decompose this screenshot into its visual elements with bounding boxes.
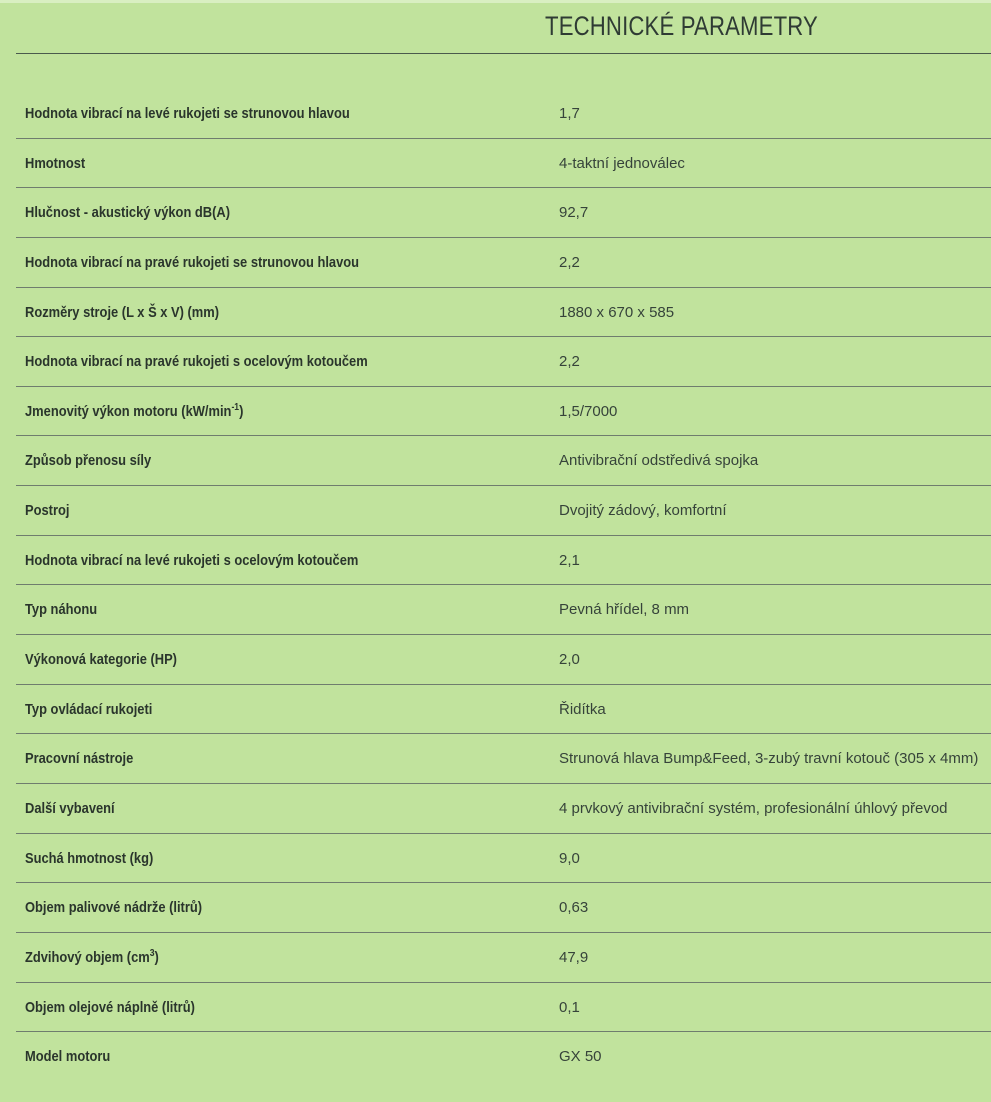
param-label: Typ náhonu — [25, 601, 98, 619]
param-label: Objem palivové nádrže (litrů) — [25, 899, 203, 917]
param-label — [25, 949, 159, 966]
param-value: 92,7 — [559, 204, 589, 222]
param-value: 2,1 — [559, 551, 580, 569]
param-label: Suchá hmotnost (kg) — [25, 849, 154, 867]
table-row — [16, 685, 991, 735]
param-value: Dvojitý zádový, komfortní — [559, 502, 727, 520]
table-row — [16, 1032, 991, 1082]
table-row — [16, 436, 991, 486]
param-label: Pracovní nástroje — [25, 750, 134, 768]
table-row — [16, 734, 991, 784]
page-title: TECHNICKÉ PARAMETRY — [545, 11, 818, 41]
param-value: 9,0 — [559, 849, 580, 867]
param-label: Hodnota vibrací na levé rukojeti s ocelovým kotoučem — [25, 551, 359, 569]
param-label-text: Jmenovitý výkon motoru (kW/min — [25, 402, 232, 420]
param-value: 4-taktní jednoválec — [559, 154, 685, 172]
param-value: 4 prvkový antivibrační systém, profesionální úhlový převod — [559, 799, 948, 817]
param-label: Model motoru — [25, 1048, 111, 1066]
table-row — [16, 188, 991, 238]
spec-table — [16, 89, 991, 1082]
param-label: Typ ovládací rukojeti — [25, 700, 153, 718]
title-bar — [16, 3, 991, 54]
param-value: Řidítka — [559, 700, 606, 718]
table-row — [16, 337, 991, 387]
table-row — [16, 635, 991, 685]
param-label-superscript: -1 — [231, 401, 240, 413]
param-label: Hodnota vibrací na pravé rukojeti se strunovou hlavou — [25, 253, 360, 271]
table-row — [16, 536, 991, 586]
table-row — [16, 784, 991, 834]
param-label: Hodnota vibrací na pravé rukojeti s ocelovým kotoučem — [25, 353, 368, 371]
table-row — [16, 834, 991, 884]
param-value: Strunová hlava Bump&Feed, 3-zubý travní kotouč (305 x 4mm) — [559, 750, 979, 768]
param-value: 2,2 — [559, 353, 580, 371]
param-value: 47,9 — [559, 948, 589, 966]
param-label: Výkonová kategorie (HP) — [25, 651, 177, 669]
param-label — [25, 403, 243, 420]
table-row — [16, 139, 991, 189]
param-label: Hmotnost — [25, 154, 86, 172]
table-row — [16, 585, 991, 635]
param-label: Hlučnost - akustický výkon dB(A) — [25, 204, 231, 222]
table-row — [16, 983, 991, 1033]
param-label-superscript: 3 — [149, 947, 155, 959]
param-value: 1,5/7000 — [559, 402, 618, 420]
param-value: 1,7 — [559, 105, 580, 122]
table-row — [16, 238, 991, 288]
table-row — [16, 288, 991, 338]
param-label: Způsob přenosu síly — [25, 452, 152, 470]
param-label: Postroj — [25, 502, 70, 520]
param-label-suffix: ) — [154, 948, 159, 966]
param-value: GX 50 — [559, 1048, 602, 1066]
table-row — [16, 89, 991, 139]
table-row — [16, 933, 991, 983]
param-value: 0,1 — [559, 998, 580, 1016]
param-label-text: Zdvihový objem (cm — [25, 948, 150, 966]
param-value: 2,0 — [559, 651, 580, 669]
table-row — [16, 883, 991, 933]
param-label: Další vybavení — [25, 799, 115, 817]
param-label: Hodnota vibrací na levé rukojeti se strunovou hlavou — [25, 105, 350, 122]
table-row — [16, 486, 991, 536]
param-value: Pevná hřídel, 8 mm — [559, 601, 690, 619]
param-value: Antivibrační odstředivá spojka — [559, 452, 759, 470]
param-value: 0,63 — [559, 899, 589, 917]
param-label-suffix: ) — [239, 402, 244, 420]
param-label: Objem olejové náplně (litrů) — [25, 998, 195, 1016]
param-label: Rozměry stroje (L x Š x V) (mm) — [25, 303, 220, 321]
param-value: 1880 x 670 x 585 — [559, 303, 675, 321]
param-value: 2,2 — [559, 253, 580, 271]
table-row — [16, 387, 991, 437]
